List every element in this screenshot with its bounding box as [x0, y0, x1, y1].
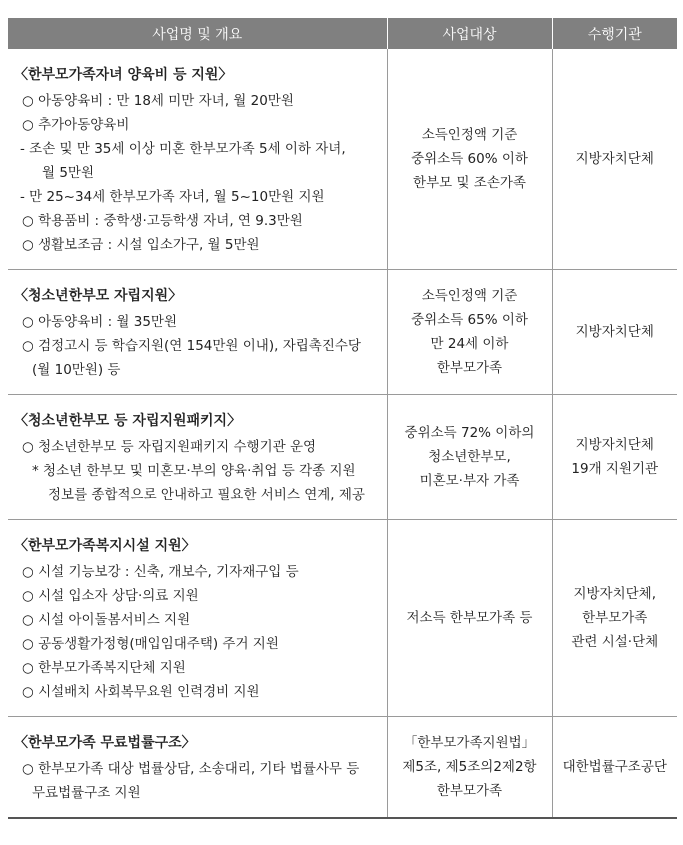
program-line: ○ 검정고시 등 학습지원(연 154만원 이내), 자립촉진수당: [22, 338, 361, 354]
target-line: 한부모가족: [436, 783, 503, 799]
program-line: 무료법률구조 지원: [32, 785, 141, 801]
program-line: ○ 아동양육비 : 월 35만원: [22, 314, 177, 330]
table-row: [8, 717, 677, 819]
agency-line: 지방자치단체: [575, 324, 654, 340]
program-line: ○ 생활보조금 : 시설 입소가구, 월 5만원: [22, 237, 260, 253]
program-line: ○ 시설배치 사회복무요원 인력경비 지원: [22, 684, 260, 700]
program-cell: [8, 395, 387, 520]
agency-line: 지방자치단체: [575, 437, 654, 453]
agency-cell: [552, 270, 677, 395]
target-line: 한부모 및 조손가족: [413, 175, 526, 191]
program-line: * 청소년 한부모 및 미혼모·부의 양육·취업 등 각종 지원: [32, 463, 356, 479]
program-line: ○ 추가아동양육비: [22, 117, 130, 133]
agency-cell: [552, 520, 677, 717]
target-line: 「한부모가족지원법」: [403, 735, 536, 751]
program-cell: [8, 717, 387, 819]
target-cell: [387, 270, 552, 395]
target-line: 한부모가족: [436, 360, 503, 376]
program-title: 〈청소년한부모 자립지원〉: [14, 288, 183, 304]
agency-cell: [552, 395, 677, 520]
target-line: 중위소득 60% 이하: [411, 151, 528, 167]
table-row: [8, 49, 677, 270]
program-line: ○ 학용품비 : 중학생·고등학생 자녀, 연 9.3만원: [22, 213, 303, 229]
target-line: 만 24세 이하: [430, 336, 509, 352]
program-line: ○ 공동생활가정형(매입임대주택) 주거 지원: [22, 636, 279, 652]
agency-line: 한부모가족: [582, 610, 648, 626]
table-row: [8, 270, 677, 395]
target-line: 중위소득 72% 이하의: [404, 425, 535, 441]
target-line: 소득인정액 기준: [421, 288, 518, 304]
program-line: ○ 시설 기능보강 : 신축, 개보수, 기자재구입 등: [22, 564, 299, 580]
program-line: - 만 25~34세 한부모가족 자녀, 월 5~10만원 지원: [20, 189, 325, 205]
table-row: [8, 520, 677, 717]
target-line: 중위소득 65% 이하: [411, 312, 528, 328]
target-line: 미혼모·부자 가족: [419, 473, 520, 489]
program-line: ○ 시설 아이돌봄서비스 지원: [22, 612, 191, 628]
program-title: 〈한부모가족자녀 양육비 등 지원〉: [14, 67, 233, 83]
program-line: ○ 한부모가족 대상 법률상담, 소송대리, 기타 법률사무 등: [22, 761, 360, 777]
program-title: 〈한부모가족 무료법률구조〉: [14, 735, 196, 751]
program-title: 〈청소년한부모 등 자립지원패키지〉: [14, 413, 242, 429]
program-cell: [8, 49, 387, 270]
program-table: [8, 18, 677, 819]
target-cell: [387, 520, 552, 717]
target-line: 소득인정액 기준: [421, 127, 518, 143]
header-program-overview: 사업명 및 개요: [8, 18, 387, 49]
program-line: 정보를 종합적으로 안내하고 필요한 서비스 연계, 제공: [48, 487, 365, 503]
program-line: ○ 청소년한부모 등 자립지원패키지 수행기관 운영: [22, 439, 317, 455]
program-line: ○ 한부모가족복지단체 지원: [22, 660, 186, 676]
target-cell: [387, 717, 552, 819]
agency-line: 지방자치단체,: [573, 586, 657, 602]
program-line: 월 5만원: [42, 165, 95, 181]
program-title: 〈한부모가족복지시설 지원〉: [14, 538, 196, 554]
target-cell: [387, 395, 552, 520]
program-cell: [8, 520, 387, 717]
table-header-row: [8, 18, 677, 49]
agency-cell: [552, 49, 677, 270]
target-line: 제5조, 제5조의2제2항: [402, 759, 537, 775]
agency-line: 관련 시설·단체: [571, 634, 659, 650]
header-target: 사업대상: [387, 18, 552, 49]
agency-line: 대한법률구조공단: [562, 759, 667, 775]
target-cell: [387, 49, 552, 270]
agency-cell: [552, 717, 677, 819]
agency-line: 지방자치단체: [575, 151, 654, 167]
program-line: (월 10만원) 등: [32, 362, 121, 378]
header-agency: 수행기관: [552, 18, 677, 49]
table-row: [8, 395, 677, 520]
program-line: ○ 아동양육비 : 만 18세 미만 자녀, 월 20만원: [22, 93, 294, 109]
agency-line: 19개 지원기관: [571, 461, 659, 477]
target-line: 저소득 한부모가족 등: [406, 610, 533, 626]
program-line: ○ 시설 입소자 상담·의료 지원: [22, 588, 199, 604]
program-cell: [8, 270, 387, 395]
target-line: 청소년한부모,: [428, 449, 511, 465]
program-line: - 조손 및 만 35세 이상 미혼 한부모가족 5세 이하 자녀,: [20, 141, 346, 157]
